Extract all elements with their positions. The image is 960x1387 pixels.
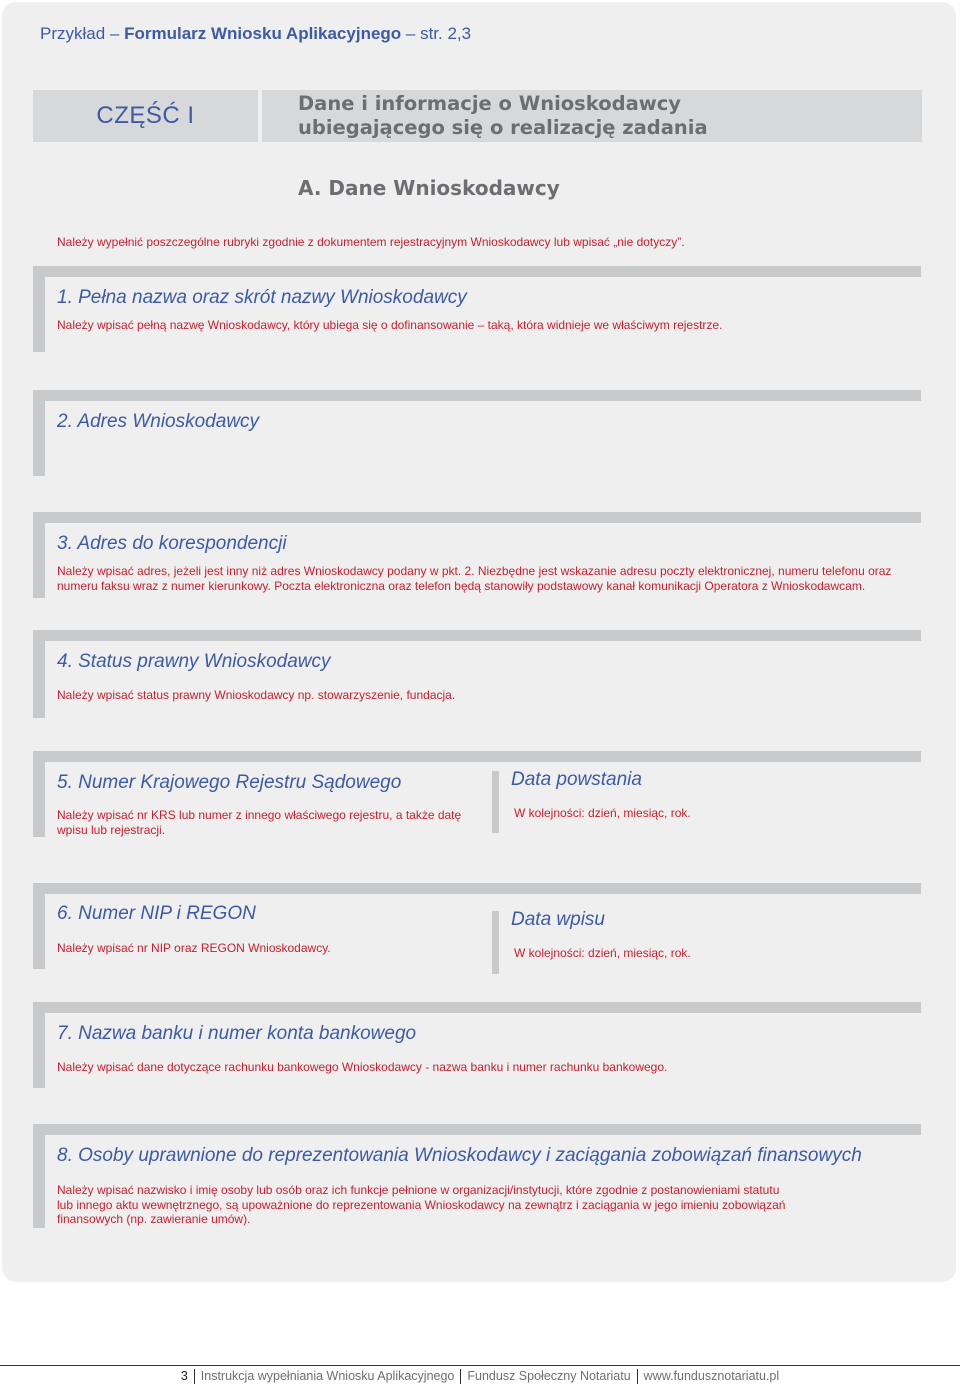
section-a-note: Należy wypełnić poszczególne rubryki zgodnie z dokumentem rejestracyjnym Wnioskodawcy lub wpisać „nie dotyczy”. bbox=[57, 235, 685, 249]
field-1-top-bar bbox=[33, 266, 921, 277]
field-8-note-line1: Należy wpisać nazwisko i imię osoby lub osób oraz ich funkcje pełnione w organizacji/instytucji, które zgodnie z postanowieniami statutu bbox=[57, 1183, 780, 1197]
field-3-top-bar bbox=[33, 512, 921, 523]
footer-rule bbox=[0, 1365, 960, 1366]
field-6-title: 6. Numer NIP i REGON bbox=[57, 903, 256, 924]
field-5-top-bar bbox=[33, 751, 921, 762]
field-6-side-note: W kolejności: dzień, miesiąc, rok. bbox=[514, 946, 691, 960]
field-1-left-bar bbox=[33, 266, 45, 352]
field-5-side-title: Data powstania bbox=[511, 769, 642, 790]
header-title: Formularz Wniosku Aplikacyjnego bbox=[124, 24, 402, 43]
field-5-side-bar bbox=[492, 771, 499, 833]
field-4-note: Należy wpisać status prawny Wnioskodawcy np. stowarzyszenie, fundacja. bbox=[57, 688, 456, 702]
field-7-note: Należy wpisać dane dotyczące rachunku bankowego Wnioskodawcy - nazwa banku i numer rachunku bankowego. bbox=[57, 1060, 668, 1074]
part-label: CZĘŚĆ I bbox=[33, 90, 258, 142]
field-8-title: 8. Osoby uprawnione do reprezentowania Wnioskodawcy i zaciągania zobowiązań finansowych bbox=[57, 1145, 862, 1166]
field-8-top-bar bbox=[33, 1124, 921, 1135]
field-7-left-bar bbox=[33, 1002, 45, 1088]
field-8-left-bar bbox=[33, 1124, 45, 1228]
field-5-side-note: W kolejności: dzień, miesiąc, rok. bbox=[514, 806, 691, 820]
field-1-note: Należy wpisać pełną nazwę Wnioskodawcy, który ubiega się o dofinansowanie – taką, która widnieje we właściwym rejestrze. bbox=[57, 318, 723, 332]
field-6-top-bar bbox=[33, 883, 921, 894]
field-6-side-title: Data wpisu bbox=[511, 909, 605, 930]
field-3-left-bar bbox=[33, 512, 45, 598]
field-7-title: 7. Nazwa banku i numer konta bankowego bbox=[57, 1023, 417, 1044]
part-title bbox=[262, 90, 922, 142]
footer-page-number: 3 bbox=[180, 1369, 188, 1383]
field-8-note-line3: finansowych (np. zawieranie umów). bbox=[57, 1212, 251, 1226]
footer-org: Fundusz Społeczny Notariatu bbox=[467, 1369, 631, 1383]
field-3-note-line1: Należy wpisać adres, jeżeli jest inny niż adres Wnioskodawcy podany w pkt. 2. Niezbędne jest wskazanie adresu poczty elektronicznej, numeru telefonu oraz bbox=[57, 564, 892, 578]
page-footer bbox=[0, 1369, 960, 1384]
header-prefix: Przykład – bbox=[40, 24, 125, 43]
field-6-side-bar bbox=[492, 911, 499, 974]
header-suffix: – str. 2,3 bbox=[401, 24, 472, 43]
field-2-top-bar bbox=[33, 390, 921, 401]
field-2-title: 2. Adres Wnioskodawcy bbox=[57, 411, 260, 432]
field-5-left-bar bbox=[33, 751, 45, 837]
field-4-left-bar bbox=[33, 630, 45, 718]
field-3-note-line2: numeru faksu wraz z numer kierunkowy. Poczta elektroniczna oraz telefon będą stanowiły podstawowy kanał komunikacji Operatora z Wnioskodawcam. bbox=[57, 579, 866, 593]
field-5-title: 5. Numer Krajowego Rejestru Sądowego bbox=[57, 772, 402, 793]
footer-url[interactable]: www.funduszno​tariatu.pl bbox=[643, 1369, 780, 1383]
page-header bbox=[40, 24, 471, 44]
field-8-note-line2: lub innego aktu wewnętrznego, są upoważnione do reprezentowania Wnioskodawcy na zewnątrz i zaciągania w jego imieniu zobowiązań bbox=[57, 1198, 786, 1212]
field-5-note-line1: Należy wpisać nr KRS lub numer z innego właściwego rejestru, a także datę bbox=[57, 808, 462, 822]
field-6-left-bar bbox=[33, 883, 45, 969]
section-a-title: A. Dane Wnioskodawcy bbox=[298, 176, 560, 200]
field-4-title: 4. Status prawny Wnioskodawcy bbox=[57, 651, 331, 672]
footer-doc-title: Instrukcja wypełniania Wniosku Aplikacyjnego bbox=[200, 1369, 455, 1383]
part-title-line2: ubiegającego się o realizację zadania bbox=[298, 116, 708, 139]
field-1-title: 1. Pełna nazwa oraz skrót nazwy Wnioskodawcy bbox=[57, 287, 467, 308]
field-4-top-bar bbox=[33, 630, 921, 641]
part-title-line1: Dane i informacje o Wnioskodawcy bbox=[298, 92, 682, 115]
field-2-left-bar bbox=[33, 390, 45, 476]
field-5-note-line2: wpisu lub rejestracji. bbox=[57, 823, 166, 837]
field-6-note: Należy wpisać nr NIP oraz REGON Wnioskodawcy. bbox=[57, 941, 331, 955]
field-7-top-bar bbox=[33, 1002, 921, 1013]
field-3-title: 3. Adres do korespondencji bbox=[57, 533, 287, 554]
